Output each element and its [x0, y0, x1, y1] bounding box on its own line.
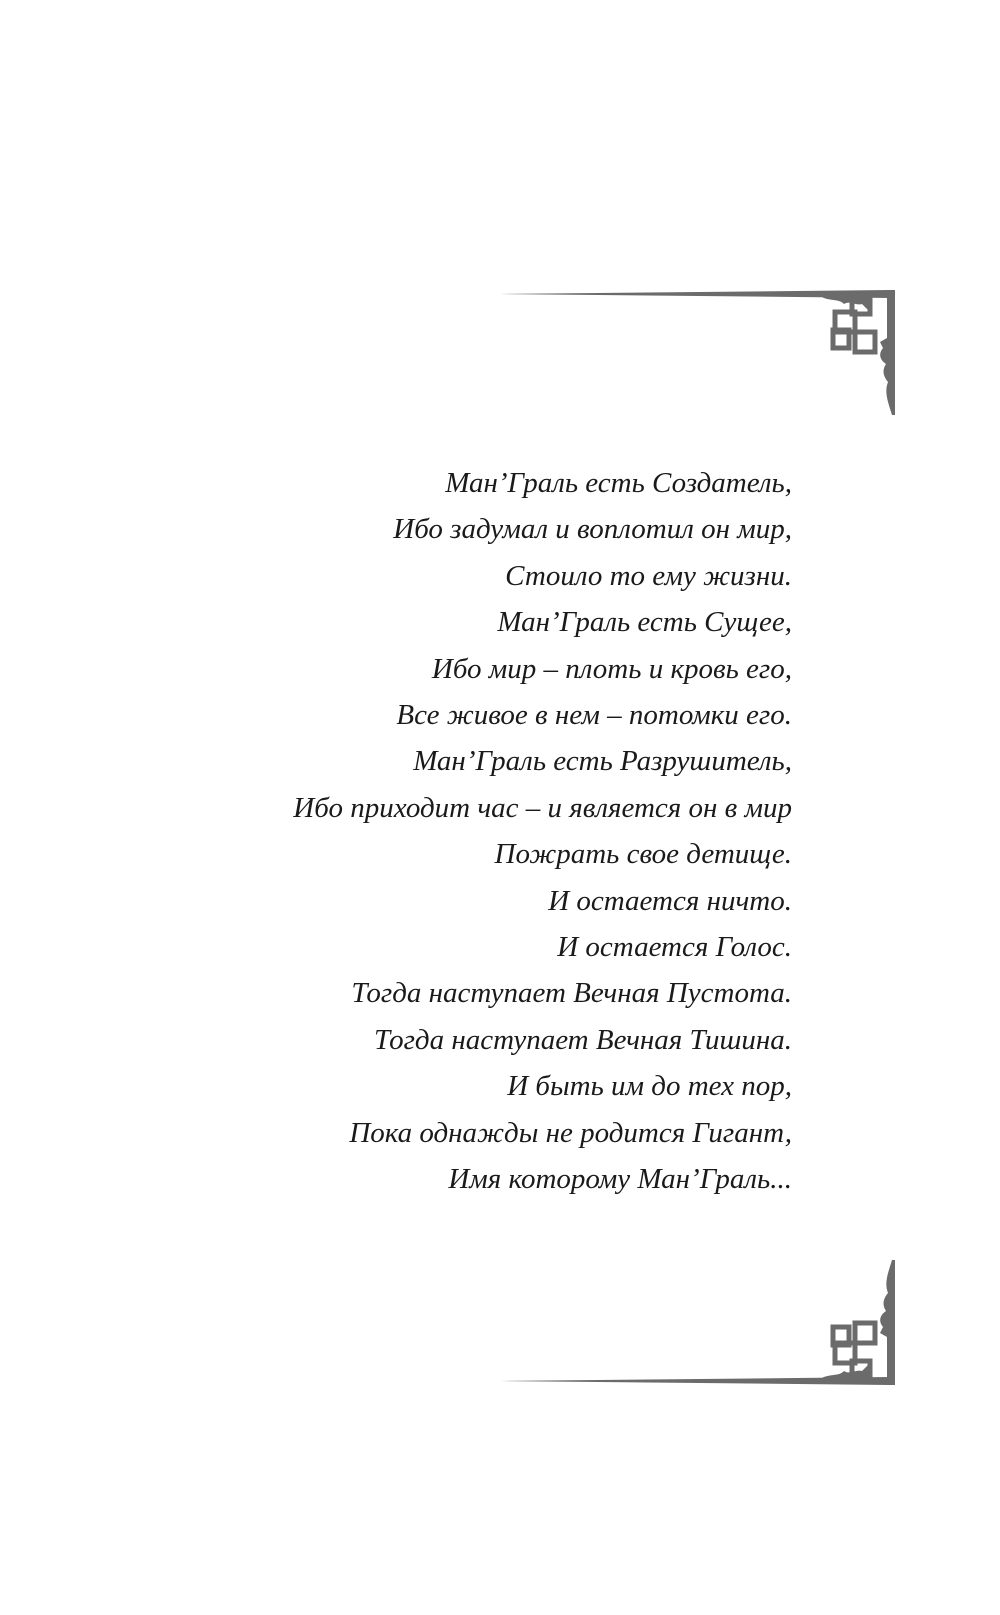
poem-line: Ибо приходит час – и является он в мир	[293, 791, 792, 824]
poem-line: Ман’Граль есть Создатель,	[445, 467, 792, 499]
poem-line: Стоило то ему жизни.	[505, 559, 792, 592]
poem-line: Пожрать свое детище.	[494, 838, 792, 871]
poem-line: Тогда наступает Вечная Пустота.	[351, 977, 792, 1010]
poem-line: Ман’Граль есть Сущее,	[497, 606, 792, 639]
poem-line: Все живое в нем – потомки его.	[396, 699, 792, 732]
poem-line: Ман’Граль есть Разрушитель,	[413, 745, 792, 778]
poem-line: Ибо мир – плоть и кровь его,	[431, 652, 792, 685]
poem-line: Ибо задумал и воплотил он мир,	[393, 513, 792, 546]
top-corner-ornament-icon	[500, 290, 900, 420]
poem	[92, 460, 792, 1203]
poem-line: Имя которому Ман’Граль...	[448, 1163, 792, 1196]
poem-line: Тогда наступает Вечная Тишина.	[374, 1023, 792, 1056]
poem-line: И остается Голос.	[557, 931, 792, 964]
poem-line: И быть им до тех пор,	[507, 1070, 792, 1103]
bottom-corner-ornament-icon	[500, 1255, 900, 1385]
poem-line: И остается ничто.	[548, 884, 792, 917]
poem-line: Пока однажды не родится Гигант,	[349, 1116, 792, 1149]
